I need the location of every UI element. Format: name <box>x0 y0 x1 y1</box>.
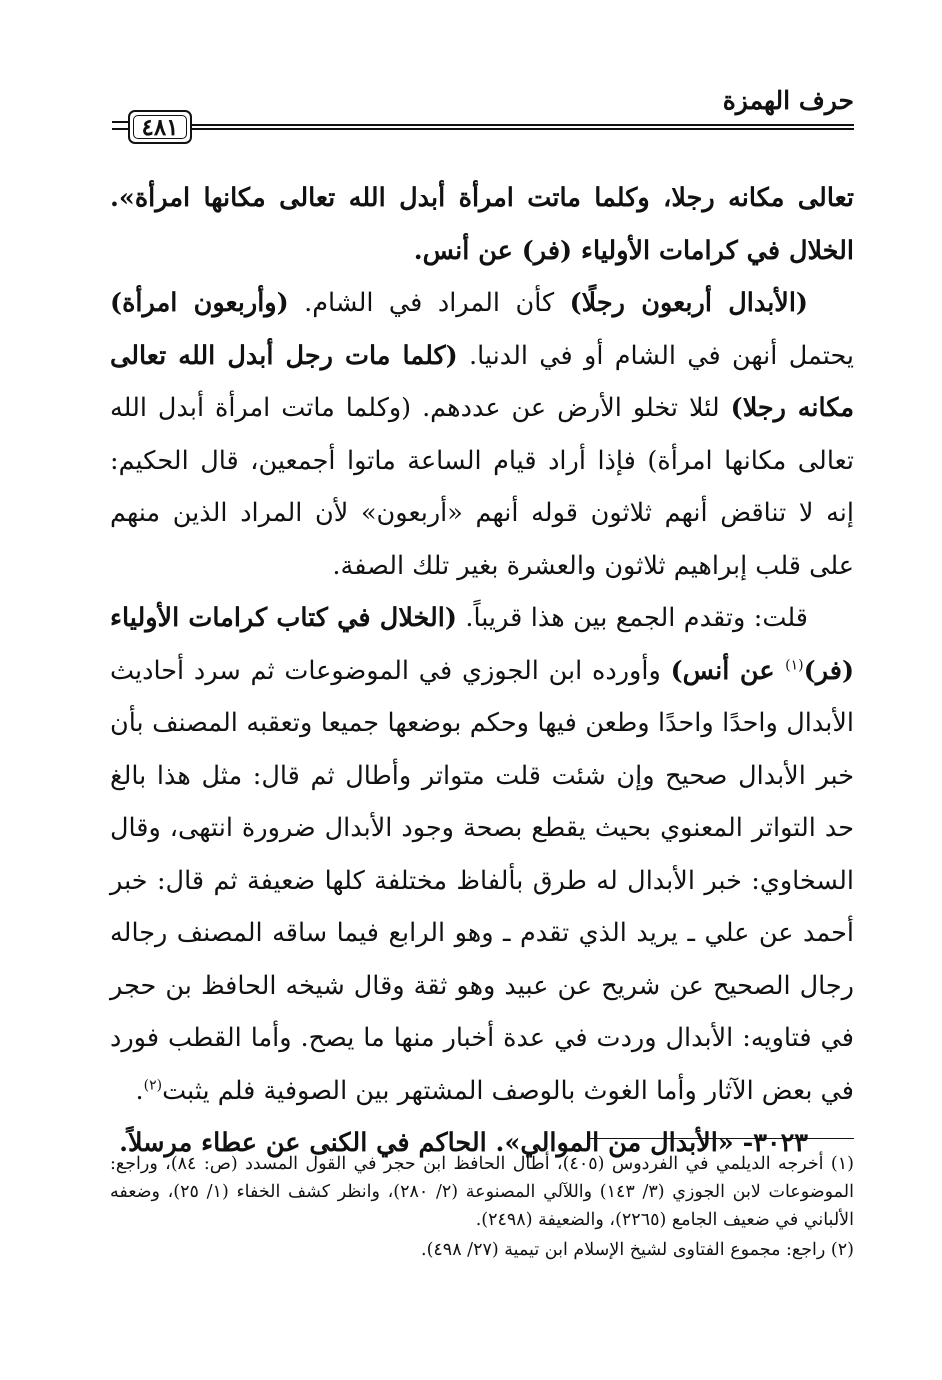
footnote-2: (٢) راجع: مجموع الفتاوى لشيخ الإسلام ابن تيمية (٢٧/ ٤٩٨). <box>421 1240 854 1260</box>
text: . <box>135 1075 144 1106</box>
hadith-entry-3023: ٣٠٢٣- «الأبدال من الموالي». الحاكم في الكنى عن عطاء مرسلاً. <box>119 1128 808 1158</box>
main-text <box>110 172 854 1170</box>
quote-abdal-men: (الأبدال أربعون رجلًا) <box>569 288 808 318</box>
header-rule-end <box>112 121 128 130</box>
quote-replacement: (كلما مات رجل أبدل الله تعالى مكانه رجلا) <box>110 340 854 423</box>
text: وأورده ابن الجوزي في الموضوعات ثم سرد أحاديث الأبدال واحدًا واحدًا وطعن فيها وحكم بوضعها جميعا وتعقبه المصنف بأن خبر الأبدال صحيح وإن شئت قلت متواتر وأطال ثم قال: مثل هذا بالغ حد التواتر المعنوي بحيث يقطع بصحة وجود الأبدال ضرورة انتهى، وقال السخاوي: خبر الأبدال له طرق بألفاظ مختلفة كلها ضعيفة ثم قال: خبر أحمد عن علي ـ يريد الذي تقدم ـ وهو الرابع فيما ساقه المصنف رجاله رجال الصحيح عن شريح عن عبيد وهو ثقة وقال شيخه الحافظ بن حجر في فتاويه: الأبدال وردت في عدة أخبار منها ما يصح. وأما القطب فورد في بعض الآثار وأما الغوث بالوصف المشتهر بين الصوفية فلم يثبت <box>110 655 854 1106</box>
text: يحتمل أنهن في الشام أو في الدنيا. <box>457 340 854 371</box>
paragraph-continuation <box>110 172 854 277</box>
paragraph-commentary <box>110 277 854 592</box>
header-rule <box>190 124 854 130</box>
running-title: حرف الهمزة <box>722 86 854 115</box>
footnote-ref-1[interactable]: (١) <box>785 657 804 673</box>
hadith-continuation: تعالى مكانه رجلا، وكلما ماتت امرأة أبدل الله تعالى مكانها امرأة». الخلال في كرامات الأولياء (فر) عن أنس. <box>110 183 854 266</box>
quote-source: (الخلال في كتاب كرامات الأولياء (فر) <box>110 603 855 686</box>
text: قلت: وتقدم الجمع بين هذا قريباً. <box>456 603 808 633</box>
page-number: ٤٨١ <box>128 110 192 144</box>
footnote-1: (١) أخرجه الديلمي في الفردوس (٤٠٥)، أطال الحافظ ابن حجر في القول المسدد (ص: ٨٤)، وراجع: الموضوعات لابن الجوزي (٣/ ١٤٣) واللآلي المصنوعة (٢/ ٢٨٠)، وانظر كشف الخفاء (١/ ٢٥)، وضعفه الألباني في ضعيف الجامع (٢٢٦٥)، والضعيفة (٢٤٩٨). <box>110 1154 854 1230</box>
paragraph-discussion <box>110 592 854 1117</box>
footnote-divider <box>588 1138 854 1139</box>
quote-source-end: عن أنس) <box>670 655 786 686</box>
footnote-ref-2[interactable]: (٢) <box>143 1077 163 1093</box>
footnotes <box>110 1150 854 1266</box>
text: لئلا تخلو الأرض عن عددهم. (وكلما ماتت امرأة أبدل الله تعالى مكانها امرأة) فإذا أراد قيام الساعة ماتوا أجمعين، قال الحكيم: إنه لا تناقض أنهم ثلاثون قوله أنهم «أربعون» لأن المراد الذين منهم على قلب إبراهيم ثلاثون والعشرة بغير تلك الصفة. <box>110 393 854 581</box>
quote-forty-women: (وأربعون امرأة) <box>110 288 289 318</box>
text: كأن المراد في الشام. <box>288 288 570 318</box>
